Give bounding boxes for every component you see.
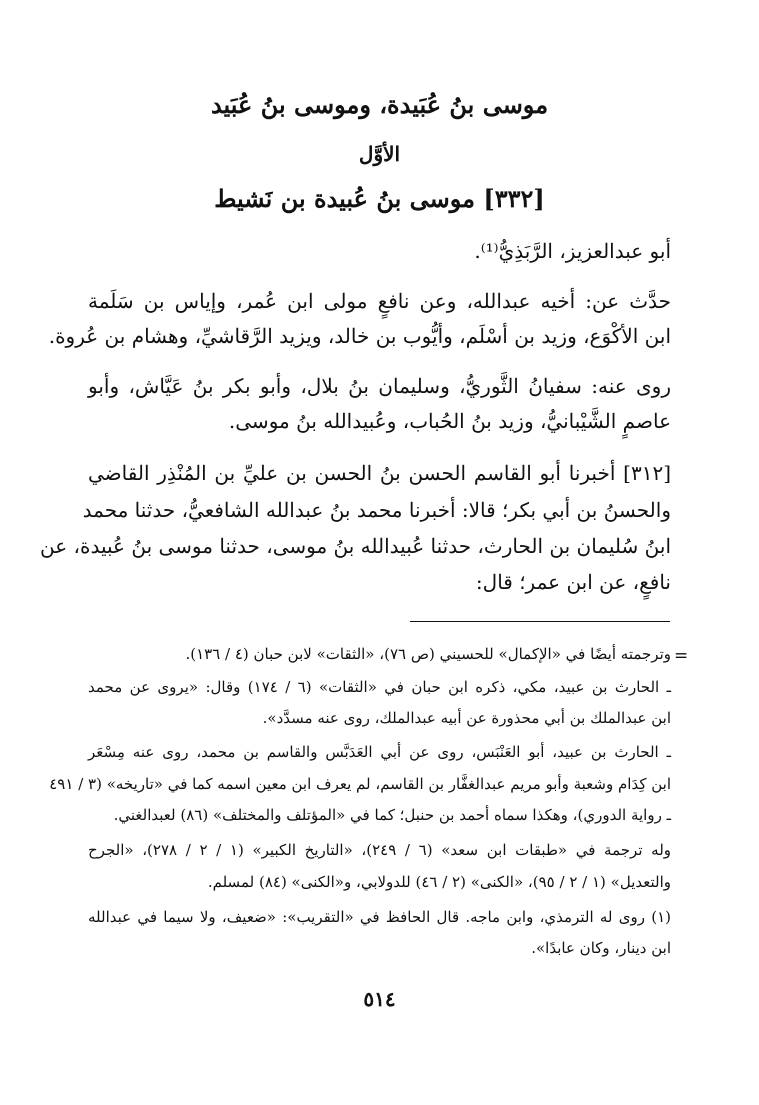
footnote-line-4: ـ الحارث بن عبيد، أبو العَنْبَس، روى عن أبي العَدَبَّس والقاسم بن محمد، روى عنه مِسْعَر [88,743,671,761]
students-line-2: عاصمٍ الشَّيْبانيُّ، وزيد بنُ الحُباب، وعُبيدالله بنُ موسى. [228,409,671,433]
hadith-line-1: [٣١٢] أخبرنا أبو القاسم الحسن بنُ الحسن بن عليِّ بن المُنْذِر القاضي [88,461,671,485]
page-number: ٥١٤ [363,987,396,1011]
footnote-continuation-mark: = [674,646,689,666]
chapter-subtitle: الأوَّل [358,142,401,166]
teachers-line-1: حدَّث عن: أخيه عبدالله، وعن نافعٍ مولى ابن عُمر، وإياس بن سَلَمة [88,289,671,313]
entry-heading: [٣٣٢] موسى بنُ عُبيدة بن نَشيط [214,184,545,213]
footnote-line-9: (١) روى له الترمذي، وابن ماجه. قال الحافظ في «التقريب»: «ضعيف، ولا سيما في عبدالله [88,908,671,926]
footnote-line-3: ابن عبدالملك بن أبي محذورة عن أبيه عبدالملك، روى عنه مسدَّد». [262,709,671,727]
footnote-line-8: والتعديل» (١ / ٢ / ٩٥)، «الكنى» (٢ / ٤٦) للدولابي، و«الكنى» (٨٤) لمسلم. [207,873,671,891]
footnote-line-5: ابن كِدَام وشعبة وأبو مريم عبدالغفَّار بن القاسم، لم يعرف ابن معين اسمه كما في «تاريخه» (٣ / ٤٩١ [49,775,671,793]
hadith-line-2: والحسنُ بن أبي بكر؛ قالا: أخبرنا محمد بنُ عبدالله الشافعيُّ، حدثنا محمد [82,498,671,522]
chapter-title: موسى بنُ عُبَيدة، وموسى بنُ عُبَيد [210,90,549,119]
teachers-line-2: ابن الأكْوَع، وزيد بن أسْلَم، وأيُّوب بن خالد، ويزيد الرَّقاشيِّ، وهشام بن عُروة. [48,324,671,348]
hadith-line-3: ابنُ سُليمان بن الحارث، حدثنا عُبيدالله بنُ موسى، حدثنا موسى بنُ عُبيدة، عن [40,534,671,558]
footnote-line-10: ابن دينار، وكان عابدًا». [531,939,671,957]
footnote-line-7: وله ترجمة في «طبقات ابن سعد» (٦ / ٢٤٩)، «التاريخ الكبير» (١ / ٢ / ٢٧٨)، «الجرح [88,841,672,859]
hadith-line-4: نافعٍ، عن ابن عمر؛ قال: [475,570,671,594]
footnote-line-2: ـ الحارث بن عبيد، مكي، ذكره ابن حبان في «الثقات» (٦ / ١٧٤) وقال: «يروى عن محمد [88,678,671,696]
students-line-1: روى عنه: سفيانُ الثَّوريُّ، وسليمان بنُ بلال، وأبو بكر بنُ عَيَّاش، وأبو [88,374,671,398]
footnote-line-1: وترجمته أيضًا في «الإكمال» للحسيني (ص ٧٦)، «الثقات» لابن حبان (٤ / ١٣٦). [185,645,671,663]
kunya-line: أبو عبدالعزيز، الرَّبَذِيُّ⁽¹⁾. [474,239,671,263]
footnote-separator [410,621,670,622]
footnote-line-6: ـ رواية الدوري)، وهكذا سماه أحمد بن حنبل؛ كما في «المؤتلف والمختلف» (٨٦) لعبدالغني. [113,806,671,824]
